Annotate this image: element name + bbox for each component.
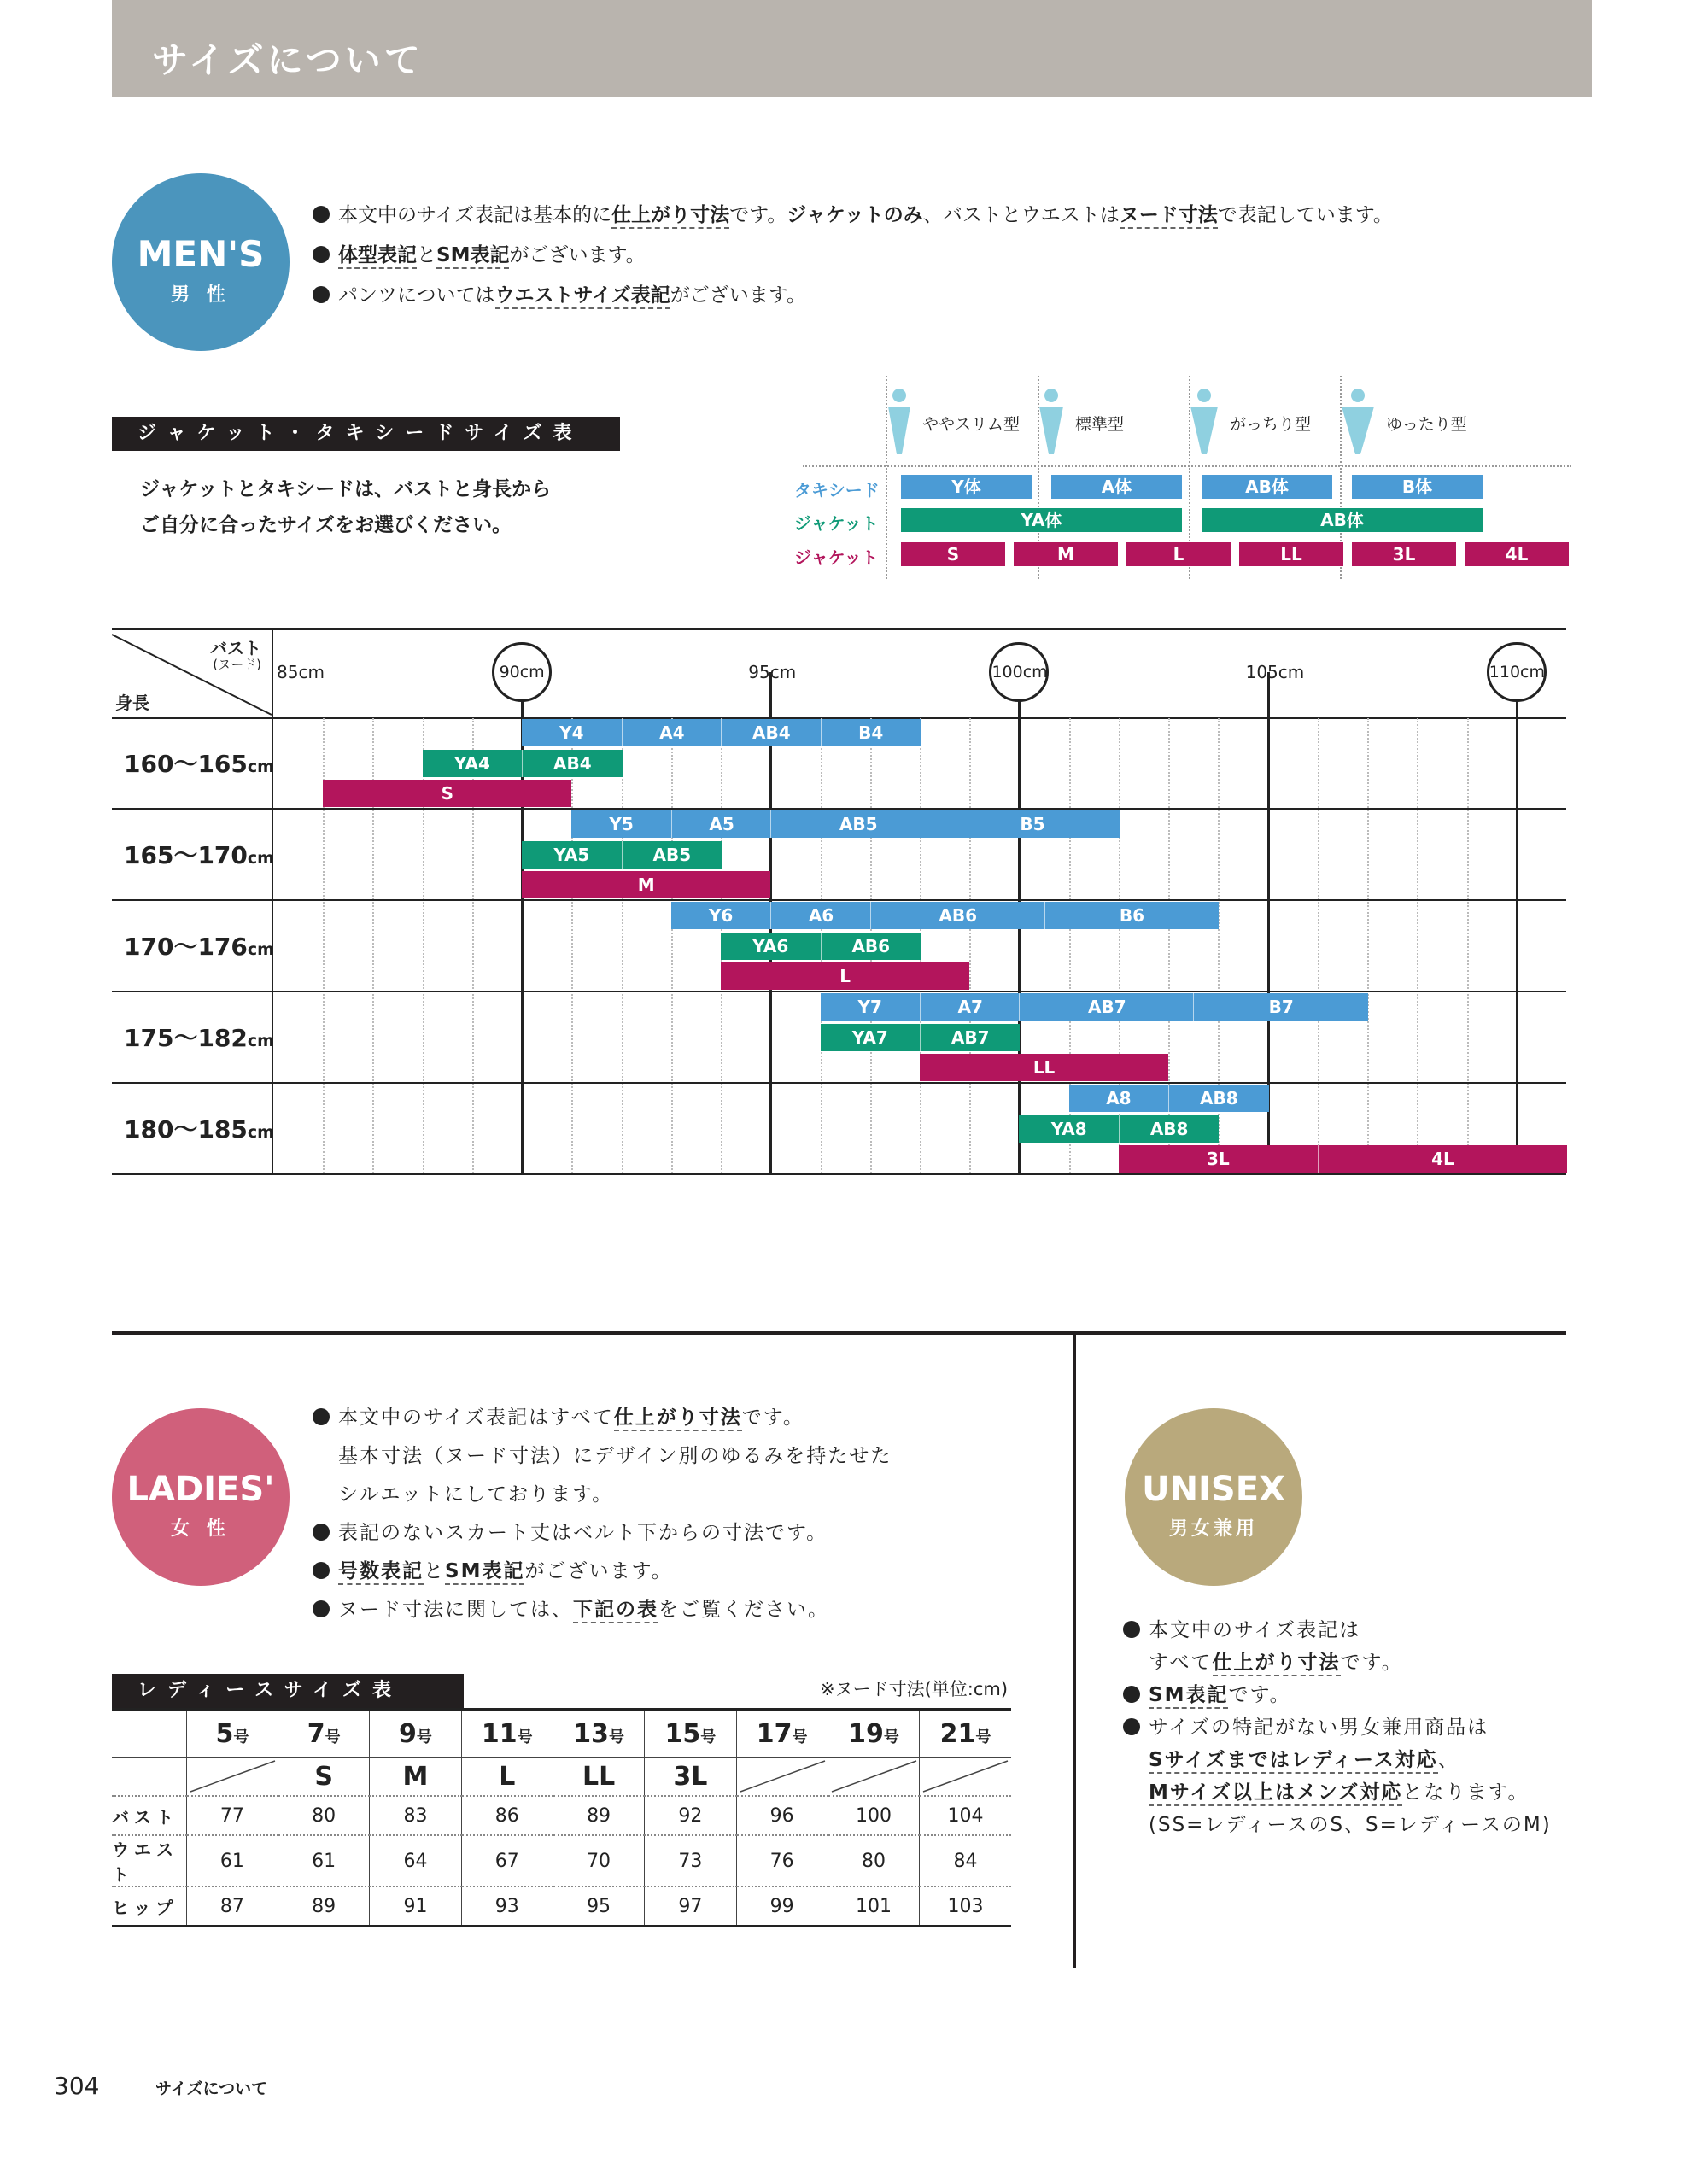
ladies-measure-cell: 84 (920, 1835, 1011, 1886)
chart-bar-blue: A8 (1069, 1085, 1168, 1112)
ladies-size-suffix: 号 (325, 1728, 341, 1746)
ladies-size-header (553, 1710, 644, 1758)
ladies-size-number: 11 (481, 1718, 518, 1749)
chart-bar-green: AB4 (522, 750, 622, 777)
mens-table-title: ジャケット・タキシードサイズ表 (112, 417, 620, 451)
underlined-term: 仕上がり寸法 (611, 204, 729, 229)
chart-row-label (124, 928, 274, 962)
ladies-measure-cell: 104 (920, 1796, 1011, 1835)
ladies-note-line (313, 1591, 892, 1629)
ladies-measure-cell: 73 (645, 1835, 736, 1886)
slim-figure-icon (886, 388, 912, 459)
ladies-size-number: 5 (215, 1718, 234, 1749)
ladies-measure-cell: 99 (736, 1886, 828, 1926)
text-segment: をご覧ください。 (658, 1599, 829, 1621)
text-segment: 本文中のサイズ表記は (1149, 1619, 1361, 1641)
ladies-sm-cell: 3L (645, 1758, 736, 1797)
chart-row-label (124, 1020, 274, 1054)
ladies-note-line (313, 1553, 892, 1591)
ladies-size-number: 7 (307, 1718, 325, 1749)
legend-bar-tuxedo: Y体 (901, 475, 1032, 499)
chart-top-border (112, 628, 1566, 630)
text-segment: です。 (729, 204, 787, 226)
underlined-term: Mサイズ以上はメンズ対応 (1149, 1781, 1402, 1806)
sturdy-figure-icon (1189, 388, 1220, 459)
ladies-sm-cell (736, 1758, 828, 1797)
ladies-measure-cell: 93 (461, 1886, 553, 1926)
chart-bar-green: AB8 (1119, 1115, 1219, 1143)
ladies-size-suffix: 号 (883, 1728, 899, 1746)
chart-bar-blue: A5 (671, 810, 771, 838)
section-divider-vertical (1073, 1331, 1076, 1968)
unisex-note-line (1123, 1711, 1552, 1744)
ladies-row-label: バスト (112, 1796, 186, 1835)
chart-bar-red: 4L (1318, 1145, 1567, 1173)
ladies-measure-cell: 92 (645, 1796, 736, 1835)
text-segment: 本文中のサイズ表記は基本的に (338, 204, 612, 226)
ladies-measure-cell: 97 (645, 1886, 736, 1926)
ladies-measure-cell: 103 (920, 1886, 1011, 1926)
bullet-icon (313, 1562, 330, 1579)
text-segment: すべて (1149, 1652, 1213, 1674)
text-segment: ヌード寸法に関しては、 (338, 1599, 573, 1621)
unisex-note-line (1123, 1647, 1552, 1679)
ladies-size-number: 15 (664, 1718, 701, 1749)
text-segment: です。 (741, 1407, 804, 1429)
chart-bar-green: YA4 (423, 750, 522, 777)
ladies-sm-empty-diagonal (920, 1758, 1011, 1802)
ladies-measure-cell: 61 (186, 1835, 278, 1886)
mens-note-item (313, 236, 1393, 276)
chart-row-height-range: 170～176 (124, 933, 248, 961)
chart-row-unit: cm (247, 1032, 274, 1050)
ladies-measure-cell: 86 (461, 1796, 553, 1835)
underlined-term: SM表記 (445, 1560, 524, 1585)
ladies-row-label: ウエスト (112, 1835, 186, 1886)
underlined-term: ウエストサイズ表記 (495, 284, 670, 309)
ladies-size-table (112, 1708, 1011, 1927)
body-type-legend (794, 376, 1571, 581)
chart-major-gridline (1018, 687, 1021, 1173)
chart-bar-blue: Y5 (571, 810, 670, 838)
bullet-icon (313, 1524, 330, 1541)
standard-figure-icon (1038, 388, 1065, 459)
chart-bar-blue: Y7 (821, 993, 920, 1021)
ladies-circle-title: LADIES' (126, 1470, 275, 1509)
ladies-sm-cell (186, 1758, 278, 1797)
chart-bar-blue: AB7 (1019, 993, 1194, 1021)
mens-circle-subtitle: 男 性 (171, 284, 231, 306)
text-segment: がございます。 (509, 244, 646, 266)
chart-row-height-range: 165～170 (124, 841, 248, 869)
unisex-note-line (1123, 1744, 1552, 1776)
chart-y-axis-label: 身長 (115, 693, 149, 713)
chart-row-unit: cm (247, 940, 274, 959)
chart-bar-green: YA7 (821, 1024, 920, 1051)
chart-row-unit: cm (247, 757, 274, 776)
ladies-measure-cell: 100 (828, 1796, 919, 1835)
legend-bar-jacket-size: S (901, 542, 1005, 566)
chart-x-tick-circle: 90cm (492, 642, 552, 702)
ladies-measure-cell: 95 (553, 1886, 644, 1926)
chart-bar-red: M (522, 871, 770, 898)
chart-row-label (124, 746, 274, 780)
chart-row-rule (112, 1173, 1566, 1175)
unisex-circle-badge (1125, 1408, 1302, 1586)
unisex-note-line (1123, 1679, 1552, 1711)
ladies-size-suffix: 号 (233, 1728, 249, 1746)
chart-bar-green: YA6 (721, 933, 820, 960)
ladies-table-corner (112, 1710, 186, 1758)
chart-minor-gridline (1318, 718, 1319, 1173)
mens-notes (313, 196, 1393, 316)
relaxed-figure-icon (1340, 388, 1376, 459)
underlined-term: 号数表記 (338, 1560, 424, 1585)
mens-circle-badge (112, 173, 290, 351)
text-segment: 、バストとウエストは (922, 204, 1120, 226)
chart-bar-red: S (323, 780, 571, 807)
bullet-icon (1123, 1718, 1140, 1735)
text-segment: 、 (1437, 1749, 1459, 1771)
underlined-term: Sサイズまではレディース対応 (1149, 1749, 1438, 1774)
chart-minor-gridline (622, 718, 623, 1173)
legend-bar-jacket-size: LL (1239, 542, 1343, 566)
mens-note-item (313, 196, 1393, 236)
ladies-note-line (313, 1437, 892, 1476)
ladies-size-header (461, 1710, 553, 1758)
legend-row-label: タキシード (794, 480, 880, 500)
text-segment: パンツについては (338, 284, 495, 307)
ladies-measure-cell: 61 (278, 1835, 370, 1886)
ladies-note-line (313, 1514, 892, 1553)
text-segment: がございます。 (670, 284, 806, 307)
chart-x-tick-label: 95cm (748, 662, 797, 682)
ladies-notes (313, 1399, 892, 1629)
legend-bar-jacket-type: YA体 (901, 508, 1182, 532)
chart-row-rule (112, 899, 1566, 901)
text-segment: です。 (1228, 1684, 1291, 1706)
ladies-sm-cell: S (278, 1758, 370, 1797)
text-segment: 表記のないスカート丈はベルト下からの寸法です。 (338, 1522, 828, 1544)
chart-bar-red: L (721, 962, 969, 990)
legend-header-rule (803, 465, 1571, 467)
underlined-term: 下記の表 (573, 1599, 658, 1623)
chart-x-tick-label: 85cm (277, 662, 325, 682)
chart-row-unit: cm (247, 1123, 274, 1142)
chart-x-tick-label: 105cm (1245, 662, 1305, 682)
bullet-icon (1123, 1621, 1140, 1638)
ladies-measure-cell: 101 (828, 1886, 919, 1926)
ladies-measure-cell: 96 (736, 1796, 828, 1835)
text-segment: と (424, 1560, 445, 1582)
chart-bar-green: YA8 (1019, 1115, 1118, 1143)
ladies-sm-cell (828, 1758, 919, 1797)
ladies-measure-cell: 89 (278, 1886, 370, 1926)
unisex-note-line (1123, 1614, 1552, 1647)
section-divider-top (112, 1331, 1566, 1335)
bullet-icon (313, 1600, 330, 1617)
text-segment: と (417, 244, 436, 266)
ladies-size-number: 19 (848, 1718, 884, 1749)
ladies-size-number: 13 (573, 1718, 609, 1749)
text-segment: サイズの特記がない男女兼用商品は (1149, 1717, 1489, 1739)
ladies-sm-empty-diagonal (737, 1758, 828, 1802)
bullet-icon (1123, 1686, 1140, 1703)
chart-row-height-range: 180～185 (124, 1115, 248, 1143)
ladies-size-suffix: 号 (608, 1728, 624, 1746)
ladies-measure-cell: 83 (370, 1796, 461, 1835)
chart-row-height-range: 175～182 (124, 1024, 248, 1052)
unisex-notes (1123, 1614, 1552, 1841)
legend-bar-jacket-size: 4L (1465, 542, 1569, 566)
ladies-table-note: ※ヌード寸法(単位:cm) (820, 1679, 1009, 1699)
ladies-measure-cell: 77 (186, 1796, 278, 1835)
bullet-icon (313, 246, 330, 263)
ladies-circle-badge (112, 1408, 290, 1586)
legend-row-label: ジャケット (794, 547, 879, 568)
chart-minor-gridline (671, 718, 673, 1173)
mens-description (140, 471, 551, 543)
chart-bar-blue: Y6 (671, 902, 770, 929)
body-type-label: がっちり型 (1230, 415, 1312, 434)
chart-bar-blue: B5 (945, 810, 1120, 838)
ladies-size-header (278, 1710, 370, 1758)
chart-x-tick-circle: 110cm (1487, 642, 1547, 702)
chart-major-gridline (1516, 687, 1518, 1173)
ladies-data-row (112, 1886, 1011, 1926)
ladies-size-suffix: 号 (416, 1728, 432, 1746)
ladies-measure-cell: 76 (736, 1835, 828, 1886)
underlined-term: 仕上がり寸法 (614, 1407, 742, 1431)
unisex-circle-subtitle: 男女兼用 (1168, 1518, 1258, 1540)
chart-row-height-range: 160～165 (124, 750, 248, 778)
chart-row-unit: cm (247, 849, 274, 868)
body-type-label: ややスリム型 (922, 415, 1021, 434)
chart-x-tick-circle: 100cm (989, 642, 1049, 702)
chart-row-rule (112, 991, 1566, 992)
chart-bar-blue: A7 (920, 993, 1020, 1021)
chart-bar-blue: B6 (1044, 902, 1220, 929)
mens-description-line: ジャケットとタキシードは、バストと身長から (140, 478, 552, 500)
ladies-note-line (313, 1399, 892, 1437)
ladies-size-suffix: 号 (517, 1728, 533, 1746)
bullet-icon (313, 1408, 330, 1425)
ladies-data-row (112, 1835, 1011, 1886)
chart-bar-green: AB7 (920, 1024, 1020, 1051)
chart-row-label (124, 837, 274, 871)
chart-minor-gridline (1467, 718, 1469, 1173)
ladies-sm-cell: M (370, 1758, 461, 1797)
unisex-note-line (1123, 1776, 1552, 1809)
bullet-icon (313, 286, 330, 303)
chart-minor-gridline (571, 718, 573, 1173)
chart-bar-blue: A4 (622, 719, 722, 746)
ladies-size-number: 17 (756, 1718, 793, 1749)
text-segment: がございます。 (524, 1560, 673, 1582)
chart-minor-gridline (969, 718, 971, 1173)
ladies-measure-cell: 80 (828, 1835, 919, 1886)
ladies-sm-empty-diagonal (187, 1758, 278, 1802)
ladies-table-title: レディースサイズ表 (112, 1674, 464, 1708)
ladies-size-suffix: 号 (975, 1728, 991, 1746)
chart-x-axis-label: バスト (210, 638, 261, 658)
chart-row-rule (112, 808, 1566, 810)
legend-row-label: ジャケット (794, 513, 879, 534)
chart-bar-red: 3L (1119, 1145, 1318, 1173)
mens-description-line: ご自分に合ったサイズをお選びください。 (140, 514, 512, 536)
ladies-measure-cell: 91 (370, 1886, 461, 1926)
underlined-term: SM表記 (436, 244, 509, 269)
ladies-table-corner (112, 1758, 186, 1797)
text-segment: シルエットにしております。 (338, 1483, 614, 1506)
legend-bar-jacket-size: 3L (1352, 542, 1456, 566)
page-number: 304 (54, 2072, 100, 2100)
ladies-measure-cell: 64 (370, 1835, 461, 1886)
mens-circle-title: MEN'S (137, 233, 265, 275)
chart-bar-green: AB5 (622, 841, 722, 869)
chart-bar-blue: AB4 (721, 719, 821, 746)
text-segment: で表記しています。 (1217, 204, 1393, 226)
ladies-sm-empty-diagonal (828, 1758, 920, 1802)
ladies-size-header (370, 1710, 461, 1758)
legend-bar-tuxedo: AB体 (1202, 475, 1332, 499)
mens-note-item (313, 276, 1393, 316)
ladies-sm-cell: LL (553, 1758, 644, 1797)
text-segment: 本文中のサイズ表記はすべて (338, 1407, 614, 1429)
legend-bar-jacket-size: L (1126, 542, 1231, 566)
unisex-circle-title: UNISEX (1142, 1470, 1285, 1509)
body-type-label: ゆったり型 (1386, 415, 1467, 434)
chart-bar-blue: B4 (821, 719, 921, 746)
text-segment: 基本寸法（ヌード寸法）にデザイン別のゆるみを持たせた (338, 1445, 892, 1467)
underlined-term: ヌード寸法 (1120, 204, 1218, 229)
ladies-measure-cell: 67 (461, 1835, 553, 1886)
ladies-measure-cell: 70 (553, 1835, 644, 1886)
chart-minor-gridline (1417, 718, 1418, 1173)
chart-bar-blue: AB5 (770, 810, 945, 838)
chart-row-rule (112, 1082, 1566, 1084)
chart-bar-blue: AB6 (870, 902, 1045, 929)
ladies-measure-cell: 87 (186, 1886, 278, 1926)
underlined-term: 体型表記 (338, 244, 417, 269)
ladies-sm-cell: L (461, 1758, 553, 1797)
text-segment: です。 (1340, 1652, 1403, 1674)
ladies-size-header (186, 1710, 278, 1758)
bullet-icon (313, 206, 330, 223)
ladies-sm-cell (920, 1758, 1011, 1797)
ladies-sm-row (112, 1758, 1011, 1797)
chart-bar-blue: AB8 (1168, 1085, 1268, 1112)
chart-bar-blue: A6 (770, 902, 870, 929)
legend-bar-tuxedo: A体 (1051, 475, 1182, 499)
text-segment: (SS=レディースのS、S=レディースのM) (1149, 1814, 1552, 1836)
chart-bar-green: AB6 (821, 933, 921, 960)
chart-bar-blue: B7 (1193, 993, 1368, 1021)
ladies-row-label: ヒップ (112, 1886, 186, 1926)
body-type-label: 標準型 (1075, 415, 1125, 434)
chart-bar-red: LL (920, 1054, 1168, 1081)
chart-bar-blue: Y4 (522, 719, 621, 746)
ladies-note-line (313, 1476, 892, 1514)
legend-bar-tuxedo: B体 (1352, 475, 1483, 499)
page-title: サイズについて (152, 39, 424, 81)
ladies-size-header (645, 1710, 736, 1758)
text-segment: ジャケットのみ (787, 204, 923, 226)
underlined-term: SM表記 (1149, 1684, 1228, 1709)
legend-bar-jacket-type: AB体 (1202, 508, 1483, 532)
ladies-size-header-row (112, 1710, 1011, 1758)
footer-section-title: サイズについて (155, 2079, 268, 2098)
ladies-circle-subtitle: 女 性 (171, 1518, 231, 1540)
underlined-term: 仕上がり寸法 (1213, 1652, 1341, 1676)
chart-row-label (124, 1111, 274, 1145)
ladies-size-header (920, 1710, 1011, 1758)
unisex-note-line (1123, 1809, 1552, 1841)
ladies-size-number: 21 (939, 1718, 976, 1749)
ladies-size-suffix: 号 (700, 1728, 717, 1746)
text-segment: となります。 (1402, 1781, 1530, 1804)
ladies-size-header (736, 1710, 828, 1758)
ladies-size-suffix: 号 (792, 1728, 808, 1746)
jacket-size-chart (112, 628, 1566, 1174)
ladies-size-header (828, 1710, 919, 1758)
chart-bar-green: YA5 (522, 841, 621, 869)
chart-x-axis-sublabel: (ヌード) (213, 657, 261, 672)
ladies-measure-cell: 89 (553, 1796, 644, 1835)
ladies-size-number: 9 (399, 1718, 417, 1749)
chart-minor-gridline (1367, 718, 1369, 1173)
legend-bar-jacket-size: M (1014, 542, 1118, 566)
ladies-measure-cell: 80 (278, 1796, 370, 1835)
